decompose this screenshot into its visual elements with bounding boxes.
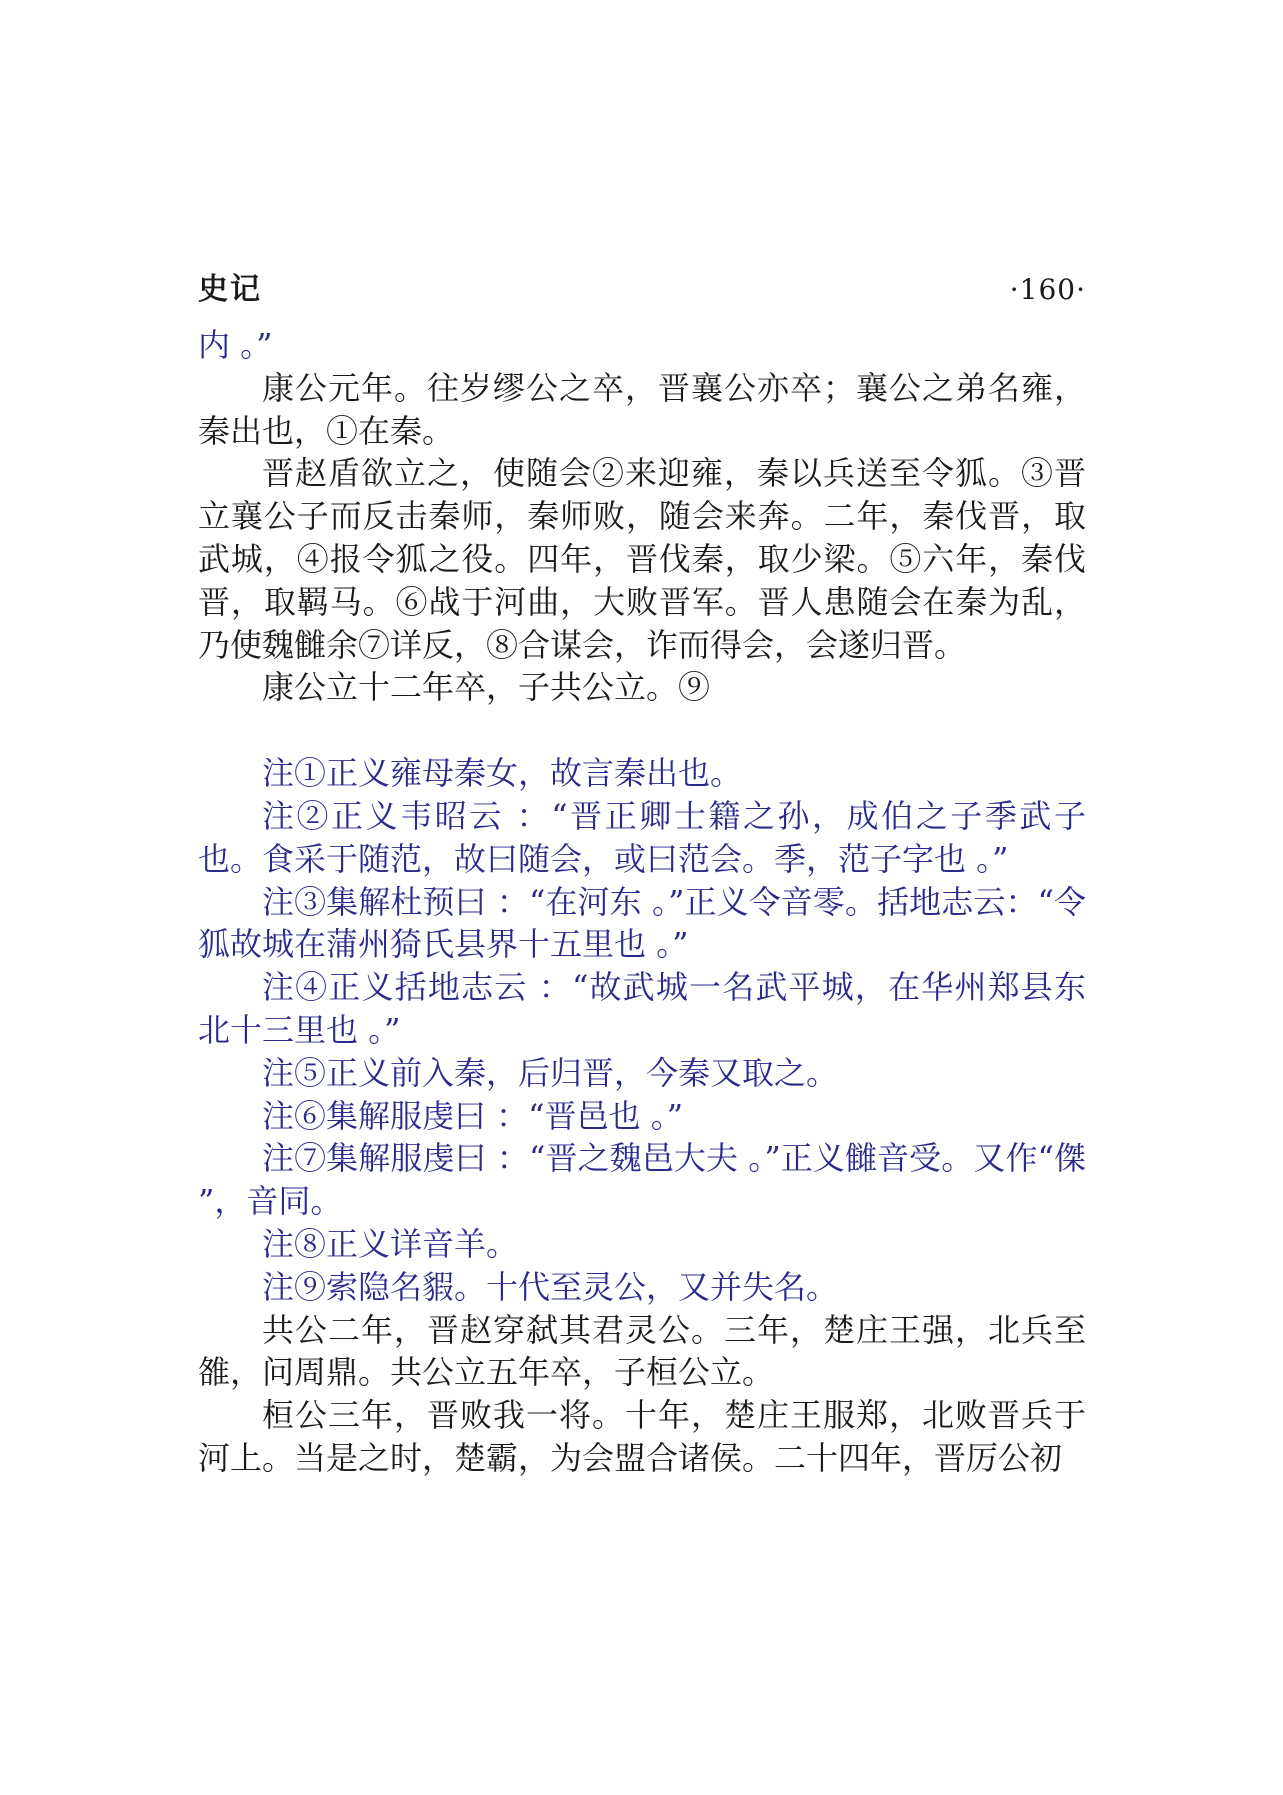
paragraph: 康公元年。往岁缪公之卒，晋襄公亦卒；襄公之弟名雍，秦出也，①在秦。 [198,368,1086,450]
note-1: 注①正义雍母秦女，故言秦出也。 [262,754,743,793]
note-3: 注③集解杜预曰 ：“在河东 。”正义令音零。括地志云：“令狐故城在蒲州猗氏县界十五里也 。” [198,882,1086,964]
main-text [198,324,1086,709]
page-content [198,324,1086,1480]
page-number: ·160· [1009,273,1086,306]
note-7: 注⑦集解服虔曰 ：“晋之魏邑大夫 。”正义雠音受。又作“傑 ”，音同。 [198,1139,1086,1221]
paragraph: 共公二年，晋赵穿弑其君灵公。三年，楚庄王强，北兵至雒，问周鼎。共公立五年卒，子桓公立。 [198,1310,1086,1392]
main-text-continued [198,1309,1086,1480]
note-9: 注⑨索隐名貑。十代至灵公，又并失名。 [262,1267,839,1306]
page-header [198,264,1086,324]
paragraph-continuation: 内 。” [198,326,273,364]
document-page [198,264,1086,1480]
note-6: 注⑥集解服虔曰 ：“晋邑也 。” [262,1096,684,1135]
paragraph: 桓公三年，晋败我一将。十年，楚庄王服郑，北败晋兵于河上。当是之时，楚霸，为会盟合诸侯。二十四年，晋厉公初 [198,1396,1086,1477]
note-4: 注④正义括地志云 ：“故武城一名武平城，在华州郑县东北十三里也 。” [198,968,1086,1049]
annotation-notes [198,752,1086,1308]
note-8: 注⑧正义详音羊。 [262,1224,519,1263]
note-2: 注②正义韦昭云 ：“晋正卿士籍之孙，成伯之子季武子也。食采于随范，故曰随会，或曰范会。季，范子字也 。” [198,796,1086,878]
book-title: 史记 [198,272,262,307]
section-spacer [198,709,1086,752]
paragraph: 康公立十二年卒，子共公立。⑨ [262,668,711,707]
paragraph: 晋赵盾欲立之，使随会②来迎雍，秦以兵送至令狐。③晋立襄公子而反击秦师，秦师败，随会来奔。二年，秦伐晋，取武城，④报令狐之役。四年，晋伐秦，取少梁。⑤六年，秦伐晋，取羁马。⑥战于河曲，大败晋军。晋人患随会在秦为乱，乃使魏雠余⑦详反，⑧合谋会，诈而得会，会遂归晋。 [198,454,1086,664]
note-5: 注⑤正义前入秦，后归晋，今秦又取之。 [262,1053,839,1092]
